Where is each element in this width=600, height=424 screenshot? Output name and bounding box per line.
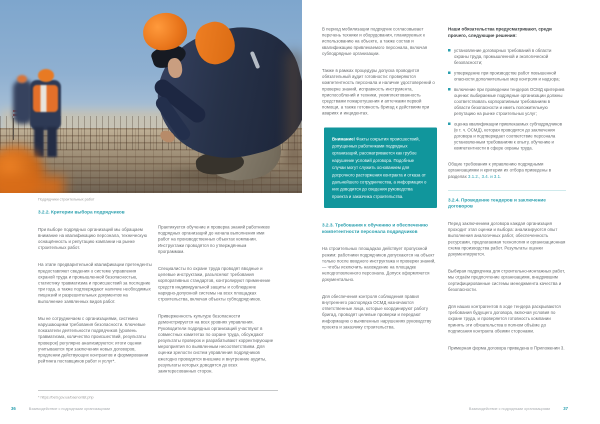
page-number: 37	[563, 406, 568, 411]
list-item	[448, 70, 566, 82]
paragraph: Перед заключением договора каждая организация проходит этап оценки и выбора: анализируются опыт выполнения аналогичных работ, обеспеченность ресурсами, предлагаемая технология и организационная схема производства работ. Результаты оценки документируются.	[448, 220, 566, 257]
paragraph: Примерная форма договора приведена в Приложении 3.	[448, 345, 565, 351]
attention-callout-box	[324, 127, 437, 208]
paragraph	[448, 161, 566, 179]
section-heading-3-2-3: 3.2.3. Требования к обучению и обеспечению компетентности персонала подрядчиков	[322, 222, 428, 234]
paragraph: Также в рамках процедуры допуска проводится обязательный аудит готовности: проверяются компетентность персонала и наличие удостоверений о проверке знаний, исправность инструмента, приспособлений и техники, укомплектованность средствами пожаротушения и аптечками первой помощи, а также готовность бригад к действиям при авариях и инцидентах.	[322, 68, 435, 116]
paragraph: Приверженность культуре безопасности демонстрируется на всех уровнях управления. Руководители подрядных организаций участвуют в совместных комитетах по охране труда, обсуждают результаты проверок и разрабатывают корректирующие мероприятия по выявленным несоответствиям. Для оценки зрелости систем управления подрядчиков ежегодно проводятся внешние и внутренние аудиты, результаты которых доводятся до всех заинтересованных сторон.	[158, 313, 274, 374]
bullet-square-icon	[448, 49, 451, 52]
footnote-link[interactable]: * https://beti.gov.ua/baenorlist.php	[38, 395, 94, 400]
section-heading-3-2-2: 3.2.2. Критерии выбора подрядчиков	[38, 209, 125, 215]
section-references[interactable]: 3.1.2., 3.4. и 3.1.	[468, 173, 502, 179]
list-item	[448, 121, 566, 151]
paragraph: Мы не сотрудничаем с организациями, системно нарушающими требования безопасности. Ключевые показатели деятельности подрядчиков (уровень травматизма, количество происшествий, результаты проверок) регулярно анализируются: итоги оценки учитываются при заключении новых договоров, продлении действующих контрактов и формировании рейтинга поставщиков работ и услуг*.	[38, 315, 149, 364]
running-title: Взаимодействие с подрядными организациями	[468, 406, 551, 411]
paragraph: Практикуется обучение и проверка знаний работников подрядных организаций до начала выполнения ими работ на производственных объектах компании. Инструктажи проводятся по утверждённым программам.	[158, 224, 270, 254]
left-page-footer	[11, 406, 110, 411]
attention-lead: Внимание!	[332, 136, 355, 142]
paragraph: В период мобилизации подрядчик согласовывает перечень техники и оборудования, планируемых к использованию на объекте, а также состав и квалификацию привлекаемого персонала, включая субподрядные организации.	[322, 26, 428, 56]
right-page-footer	[469, 406, 568, 411]
right-page-column-1	[322, 26, 437, 341]
bullet-text: включение при проведении тендеров ОСМД критериев оценки: выбираемые подрядные организации должны соответствовать корпоративным требованиям в области безопасности и иметь положительную репутацию на рынке строительных услуг;	[454, 87, 565, 117]
list-item	[448, 87, 566, 117]
paragraph: На строительных площадках действует пропускной режим: работники подрядчиков допускаются на объект только после вводного инструктажа и проверки знаний, — чтобы исключить нахождение на площадке неподготовленного персонала. Допуск оформляется документально.	[322, 246, 436, 282]
bullet-square-icon	[448, 88, 451, 91]
left-page-column-2	[158, 224, 274, 385]
photo-caption: Подрядчики строительных работ	[38, 197, 95, 202]
section-heading-3-2-4: 3.2.4. Проведение тендеров и заключение договоров	[448, 190, 566, 209]
page-number: 36	[11, 406, 16, 411]
bullet-square-icon	[448, 123, 451, 126]
bullet-text: установление договорных требований в области охраны труда, промышленной и экологической безопасности;	[454, 48, 552, 66]
right-page-column-2	[448, 26, 566, 362]
commitments-lead-heading: Наши обязательства предусматривают, среди прочего, следующие решения:	[448, 26, 552, 38]
paragraph: На этапе предварительной квалификации претенденты предоставляют сведения о системе управления охраной труда и промышленной безопасностью, статистику травматизма и происшествий за последние три года, а также подтверждают наличие необходимых лицензий и разрешительных документов на выполнение заявленных видов работ.	[38, 262, 152, 304]
paragraph: Для обеспечения контроля соблюдения правил внутреннего распорядка ОСМД назначаются ответственные лица, которые координируют работу бригад, проводят целевые проверки и передают информацию о выявленных нарушениях руководству проекта и заказчику строительства.	[322, 293, 432, 330]
bullet-text: оценка квалификации привлекаемых субподрядчиков (в т. ч. ОСМД), которая проводится до заключения договора и подтверждает соответствие персонала установленным требованиям к опыту, обучению и компетентности в сфере охраны труда.	[454, 121, 562, 151]
attention-body: Факты сокрытия происшествий, допущенных работниками подрядных организаций, рассматриваются как грубое нарушение условий договора. Подобные случаи могут служить основанием для досрочного расторжения контракта и отказа от дальнейшего сотрудничества, а информация о них доводится до сведения руководства проекта и заказчика строительства.	[332, 136, 427, 199]
paragraph: Специалисты по охране труда проводят вводные и целевые инструктажи, разъясняют требования корпоративных стандартов, контролируют применение средств индивидуальной защиты и соблюдение нарядно-допускной системы на всех площадках строительства, включая объекты субподрядчиков.	[158, 266, 271, 302]
footnote-rule	[38, 390, 278, 391]
running-title: Взаимодействие с подрядными организациями	[28, 406, 111, 411]
list-item	[448, 48, 566, 66]
refs-intro: Общие требования к управлению подрядными организациями и критерии их отбора приведены в разделах	[448, 161, 552, 179]
bullet-square-icon	[448, 72, 451, 75]
bullet-text: утверждение при производстве работ повышенной опасности дополнительных мер контроля и надзора;	[454, 70, 560, 82]
paragraph: При выборе подрядных организаций мы обращаем внимание на квалификацию персонала, техническую оснащённость и репутацию компании на рынке строительных работ.	[38, 226, 148, 251]
paragraph: Для наших контрагентов в ходе тендера раскрываются требования будущего договора, включая условия по охране труда, и проверяется готовность компании принять эти обязательства в полном объёме до подписания контракта обеими сторонами.	[448, 304, 561, 334]
left-page-column-1	[38, 209, 153, 375]
paragraph: Выбирая подрядчика для строительно-монтажных работ, мы отдаём предпочтение организациям, внедрившим сертифицированные системы менеджмента качества и безопасности.	[448, 268, 566, 292]
commitments-bullet-list	[448, 48, 566, 152]
